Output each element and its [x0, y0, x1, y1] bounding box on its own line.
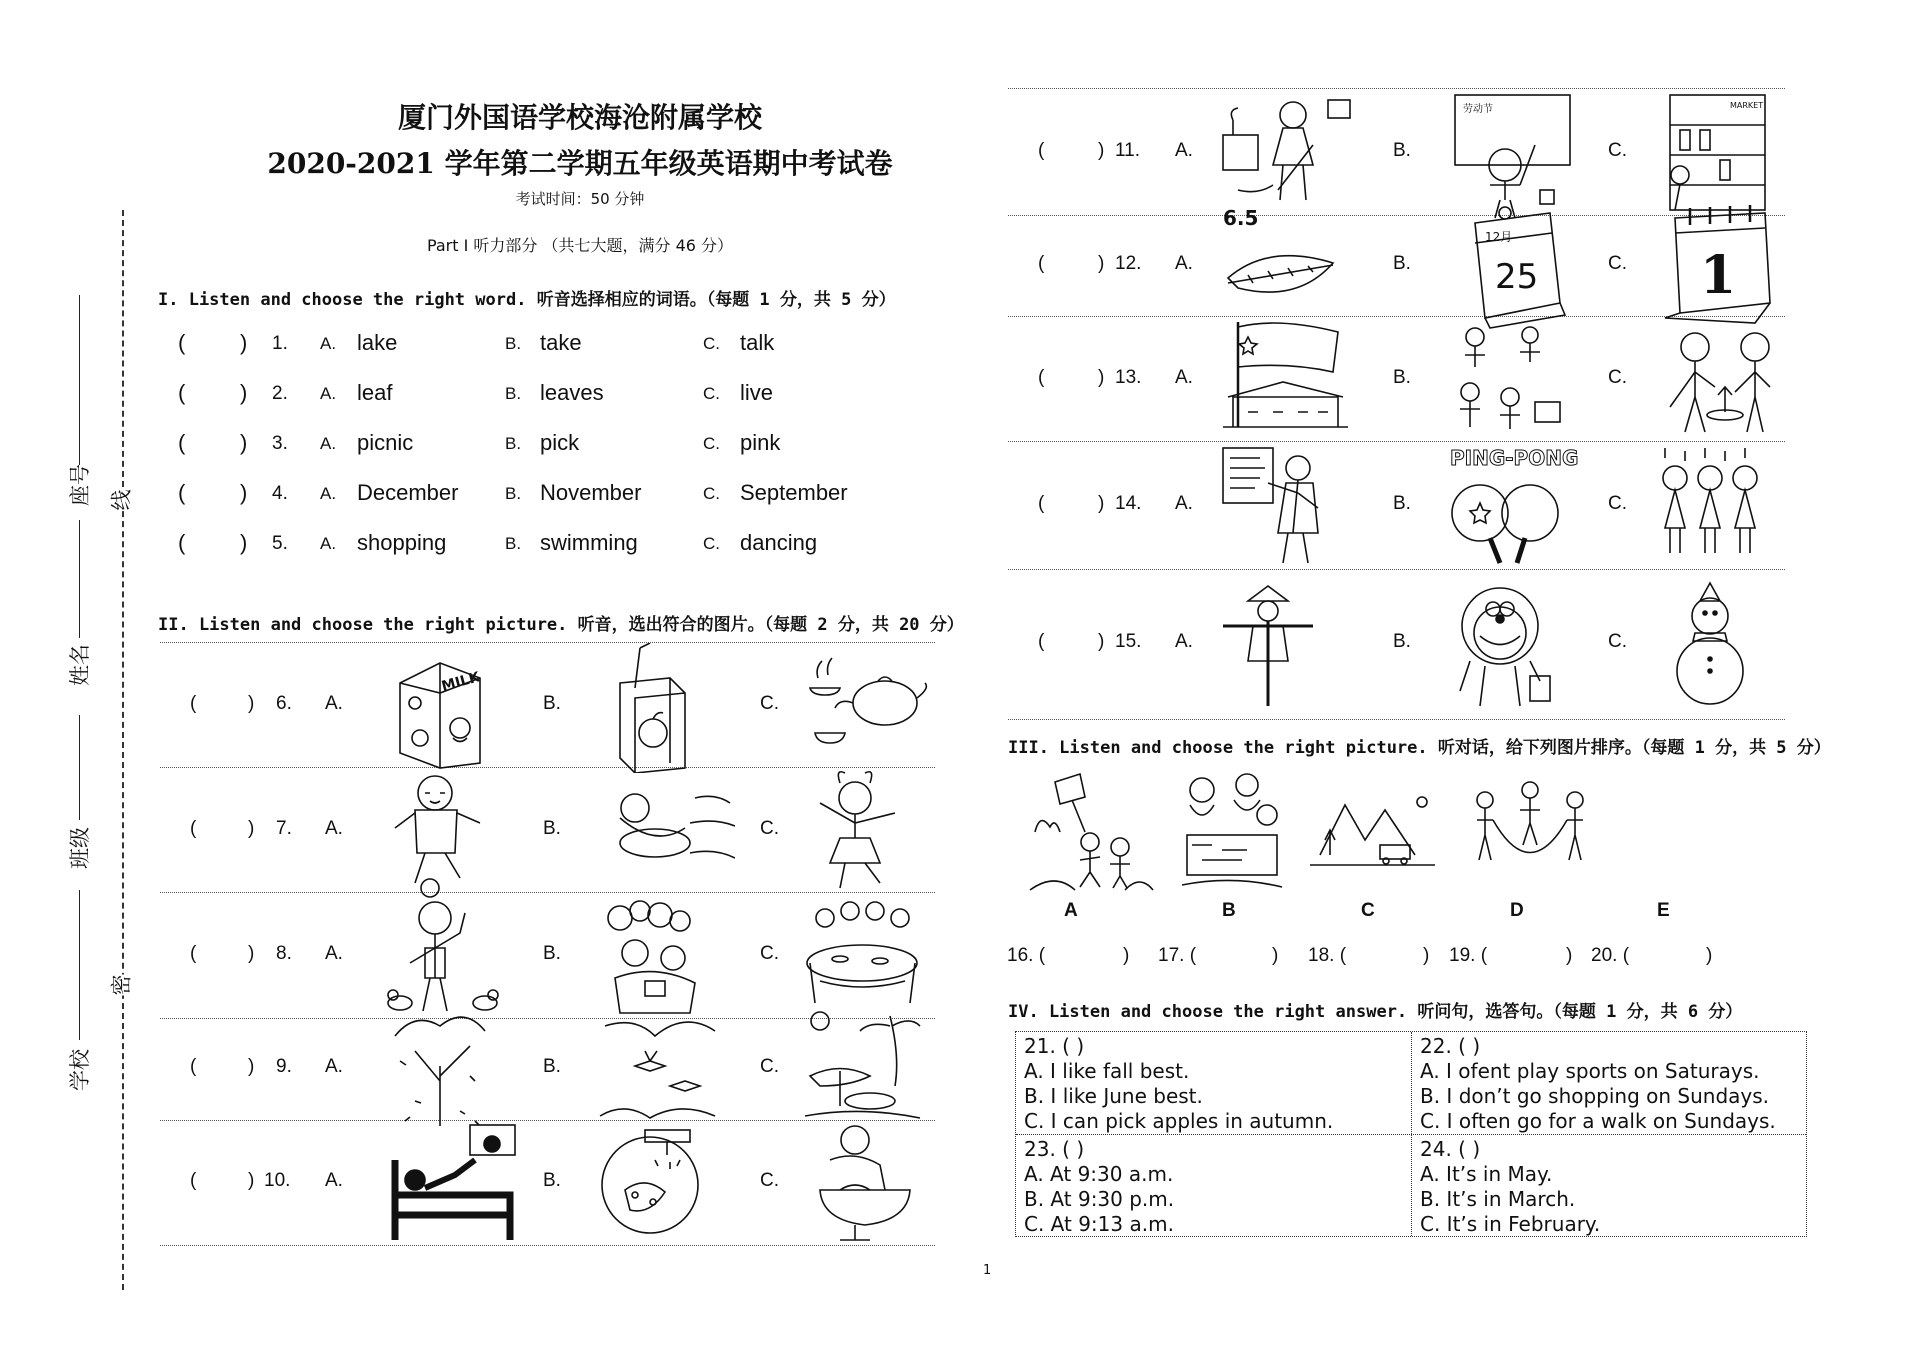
picture-ping-pong [1445, 443, 1585, 577]
picture-question-6-paren-open: ( [190, 693, 197, 714]
picture-girls-singing [1655, 443, 1795, 577]
picture-boy-playing-football [385, 768, 525, 902]
picture-question-14-label-c: C. [1608, 493, 1627, 514]
section4-heading: IV. Listen and choose the right answer. 听问句，选答句。（每题 1 分，共 6 分） [1008, 1002, 1743, 1022]
picture-question-11-label-a: A. [1175, 140, 1193, 161]
option-c-word: September [740, 480, 848, 505]
picture-teacher-at-chart [1218, 443, 1358, 577]
option-a-word: lake [357, 330, 398, 355]
question-24-option-b: B. It’s in March. [1420, 1187, 1576, 1211]
section2-heading: II. Listen and choose the right picture. 听音，选出符合的图片。（每题 2 分，共 20 分） [158, 615, 964, 635]
picture-question-11-paren-open: ( [1038, 140, 1045, 161]
option-a-letter: A. [320, 434, 337, 453]
picture-question-7-paren-open: ( [190, 818, 197, 839]
answer-17-close: ) [1272, 945, 1279, 966]
row-divider [1008, 88, 1785, 89]
picture-teapot-and-cups [800, 643, 940, 777]
seal-char-line: 线 [106, 490, 136, 511]
picture-b-family-gathering [1172, 765, 1292, 895]
picture-question-9-label-c: C. [760, 1056, 779, 1077]
option-a-word: picnic [357, 430, 414, 455]
picture-milk-carton [385, 643, 525, 777]
question-21-option-c: C. I can pick apples in autumn. [1024, 1109, 1334, 1133]
class-line [79, 715, 80, 820]
question-number: 1. [272, 333, 288, 354]
picture-question-13-label-b: B. [1393, 367, 1411, 388]
option-c-word: dancing [740, 530, 818, 555]
section1-heading: I. Listen and choose the right word. 听音选择相应的词语。（每题 1 分，共 5 分） [158, 290, 896, 310]
option-c-letter: C. [703, 334, 720, 353]
picture-question-8-paren-close: ) [248, 943, 255, 964]
picture-question-14-number: 14. [1115, 493, 1142, 514]
question-23-option-c: C. At 9:13 a.m. [1024, 1212, 1174, 1236]
picture-question-12-label-a: A. [1175, 253, 1193, 274]
question-number: 4. [272, 483, 288, 504]
binding-margin [0, 0, 140, 1347]
picture-question-9-number: 9. [276, 1056, 292, 1077]
picture-juice-box [595, 643, 735, 777]
picture-question-6-label-a: A. [325, 693, 343, 714]
answer-paren-close: ) [240, 330, 248, 355]
answer-paren-close: ) [240, 480, 248, 505]
option-b-word: leaves [540, 380, 604, 405]
picture-girl-dancing [800, 768, 940, 902]
svg-text:MARKET: MARKET [1730, 101, 1764, 110]
picture-letter-e: E [1657, 900, 1670, 921]
picture-question-11-paren-close: ) [1098, 140, 1105, 161]
picture-question-6-label-c: C. [760, 693, 779, 714]
answer-20-close: ) [1706, 945, 1713, 966]
option-b-word: pick [540, 430, 580, 455]
option-c-letter: C. [703, 434, 720, 453]
picture-washing-hands [595, 1120, 735, 1254]
picture-question-13-label-a: A. [1175, 367, 1193, 388]
picture-question-12-number: 12. [1115, 253, 1142, 274]
question-number: 2. [272, 383, 288, 404]
picture-question-8-label-c: C. [760, 943, 779, 964]
picture-question-12-label-c: C. [1608, 253, 1627, 274]
cut-line [122, 210, 124, 1290]
picture-planting-tree [1655, 317, 1795, 451]
option-a-letter: A. [320, 384, 337, 403]
picture-question-12-paren-open: ( [1038, 253, 1045, 274]
picture-snowman [1655, 581, 1795, 715]
svg-text:6.5: 6.5 [1223, 206, 1259, 230]
svg-text:MILK: MILK [439, 669, 482, 695]
exam-time: 考试时间：50 分钟 [515, 190, 645, 208]
picture-question-8-label-a: A. [325, 943, 343, 964]
option-a-letter: A. [320, 534, 337, 553]
picture-question-7-label-a: A. [325, 818, 343, 839]
answer-table [1015, 1031, 1807, 1237]
picture-question-15-paren-open: ( [1038, 631, 1045, 652]
question-23-option-a: A. At 9:30 a.m. [1024, 1162, 1174, 1186]
svg-text:PING-PONG: PING-PONG [1450, 446, 1579, 470]
school-title: 厦门外国语学校海沧附属学校 [397, 101, 762, 134]
class-label: 班级 [68, 827, 92, 869]
question-23-number: 23. ( ) [1024, 1137, 1085, 1161]
part-heading: Part I 听力部分 （共七大题，满分 46 分） [426, 236, 734, 255]
answer-19-open: 19. ( [1449, 945, 1488, 966]
picture-question-7-paren-close: ) [248, 818, 255, 839]
picture-question-10-number: 10. [264, 1170, 291, 1191]
picture-person-in-bed [385, 1120, 525, 1254]
picture-question-13-paren-open: ( [1038, 367, 1045, 388]
picture-c-mountain-trip [1310, 790, 1435, 870]
name-label: 姓名 [68, 644, 92, 686]
option-b-word: November [540, 480, 642, 505]
word-question-1 [178, 330, 878, 360]
picture-question-7-label-b: B. [543, 818, 561, 839]
svg-text:劳动节: 劳动节 [1463, 104, 1493, 115]
answer-16-close: ) [1123, 945, 1130, 966]
seat-label: 座号 [68, 464, 92, 506]
question-23 [1016, 1135, 1412, 1238]
picture-question-8-paren-open: ( [190, 943, 197, 964]
picture-question-8-number: 8. [276, 943, 292, 964]
exam-title: 2020-2021 学年第二学期五年级英语期中考试卷 [267, 147, 893, 180]
question-21-option-a: A. I like fall best. [1024, 1059, 1190, 1083]
picture-question-13-paren-close: ) [1098, 367, 1105, 388]
question-23-option-b: B. At 9:30 p.m. [1024, 1187, 1175, 1211]
picture-question-13-number: 13. [1115, 367, 1142, 388]
option-a-letter: A. [320, 334, 337, 353]
name-line [79, 520, 80, 638]
question-number: 5. [272, 533, 288, 554]
picture-a-kite-flying [1025, 772, 1155, 892]
picture-letter-b: B [1222, 900, 1236, 921]
picture-question-14-label-b: B. [1393, 493, 1411, 514]
picture-question-13-label-c: C. [1608, 367, 1627, 388]
option-a-word: shopping [357, 530, 447, 555]
picture-child-swimming [595, 768, 735, 902]
option-c-word: live [740, 380, 774, 405]
picture-question-10-label-b: B. [543, 1170, 561, 1191]
picture-flag-and-tiananmen [1218, 317, 1358, 451]
picture-question-12-paren-close: ) [1098, 253, 1105, 274]
question-22-number: 22. ( ) [1420, 1034, 1481, 1058]
answer-17-open: 17. ( [1158, 945, 1197, 966]
word-question-4 [178, 480, 878, 510]
option-b-word: take [540, 330, 582, 355]
picture-question-14-paren-open: ( [1038, 493, 1045, 514]
picture-scarecrow [1218, 581, 1358, 715]
picture-question-10-label-c: C. [760, 1170, 779, 1191]
picture-question-14-paren-close: ) [1098, 493, 1105, 514]
question-22-option-a: A. I ofent play sports on Saturays. [1420, 1059, 1760, 1083]
word-question-5 [178, 530, 878, 560]
picture-children-playing [1445, 317, 1585, 451]
answer-16-open: 16. ( [1007, 945, 1046, 966]
picture-question-15-label-b: B. [1393, 631, 1411, 652]
picture-question-15-label-a: A. [1175, 631, 1193, 652]
answer-paren-close: ) [240, 380, 248, 405]
option-a-letter: A. [320, 484, 337, 503]
picture-question-10-paren-open: ( [190, 1170, 197, 1191]
word-question-3 [178, 430, 878, 460]
answer-paren-close: ) [240, 530, 248, 555]
picture-question-12-label-b: B. [1393, 253, 1411, 274]
answer-paren-open: ( [178, 380, 186, 405]
word-question-2 [178, 380, 878, 410]
picture-d-jump-rope [1465, 775, 1595, 875]
option-b-letter: B. [505, 434, 522, 453]
option-c-letter: C. [703, 484, 720, 503]
option-c-letter: C. [703, 384, 720, 403]
picture-question-7-number: 7. [276, 818, 292, 839]
option-b-word: swimming [540, 530, 638, 555]
picture-letter-d: D [1510, 900, 1524, 921]
question-21-number: 21. ( ) [1024, 1034, 1085, 1058]
question-21 [1016, 1032, 1412, 1135]
option-a-word: December [357, 480, 459, 505]
option-c-word: talk [740, 330, 775, 355]
answer-paren-open: ( [178, 530, 186, 555]
answer-20-open: 20. ( [1591, 945, 1630, 966]
seal-char-secret: 密 [106, 975, 136, 996]
picture-question-11-number: 11. [1115, 140, 1141, 161]
svg-text:12月: 12月 [1485, 230, 1513, 244]
picture-question-8-label-b: B. [543, 943, 561, 964]
picture-question-15-number: 15. [1115, 631, 1142, 652]
option-b-letter: B. [505, 334, 522, 353]
answer-19-close: ) [1566, 945, 1573, 966]
picture-question-15-label-c: C. [1608, 631, 1627, 652]
option-c-word: pink [740, 430, 781, 455]
picture-question-9-label-b: B. [543, 1056, 561, 1077]
row-divider [1008, 719, 1785, 720]
question-22-option-c: C. I often go for a walk on Sundays. [1420, 1109, 1776, 1133]
picture-question-11-label-b: B. [1393, 140, 1411, 161]
answer-paren-open: ( [178, 330, 186, 355]
picture-letter-a: A [1064, 900, 1078, 921]
picture-question-6-paren-close: ) [248, 693, 255, 714]
picture-letter-c: C [1361, 900, 1375, 921]
question-24-number: 24. ( ) [1420, 1137, 1481, 1161]
svg-text:25: 25 [1495, 257, 1539, 297]
option-b-letter: B. [505, 534, 522, 553]
picture-question-11-label-c: C. [1608, 140, 1627, 161]
picture-question-6-number: 6. [276, 693, 292, 714]
picture-question-9-paren-open: ( [190, 1056, 197, 1077]
question-22-option-b: B. I don’t go shopping on Sundays. [1420, 1084, 1770, 1108]
picture-question-14-label-a: A. [1175, 493, 1193, 514]
svg-text:1: 1 [1700, 245, 1737, 306]
option-b-letter: B. [505, 484, 522, 503]
picture-question-6-label-b: B. [543, 693, 561, 714]
picture-doraemon [1445, 581, 1585, 715]
school-label: 学校 [68, 1049, 92, 1091]
page-number: 1 [983, 1263, 992, 1278]
answer-paren-close: ) [240, 430, 248, 455]
picture-question-7-label-c: C. [760, 818, 779, 839]
question-24 [1412, 1135, 1808, 1238]
answer-18-open: 18. ( [1308, 945, 1347, 966]
picture-question-9-label-a: A. [325, 1056, 343, 1077]
section3-heading: III. Listen and choose the right picture. 听对话，给下列图片排序。（每题 1 分，共 5 分） [1008, 738, 1831, 758]
picture-question-15-paren-close: ) [1098, 631, 1105, 652]
question-number: 3. [272, 433, 288, 454]
option-a-word: leaf [357, 380, 393, 405]
seat-line [79, 295, 80, 465]
option-c-letter: C. [703, 534, 720, 553]
school-line [79, 890, 80, 1040]
picture-question-9-paren-close: ) [248, 1056, 255, 1077]
question-22 [1412, 1032, 1808, 1135]
question-24-option-a: A. It’s in May. [1420, 1162, 1553, 1186]
picture-child-washing [800, 1120, 940, 1254]
answer-18-close: ) [1423, 945, 1430, 966]
answer-paren-open: ( [178, 480, 186, 505]
question-24-option-c: C. It’s in February. [1420, 1212, 1601, 1236]
picture-question-10-paren-close: ) [248, 1170, 255, 1191]
picture-question-10-label-a: A. [325, 1170, 343, 1191]
option-b-letter: B. [505, 384, 522, 403]
question-21-option-b: B. I like June best. [1024, 1084, 1203, 1108]
answer-paren-open: ( [178, 430, 186, 455]
